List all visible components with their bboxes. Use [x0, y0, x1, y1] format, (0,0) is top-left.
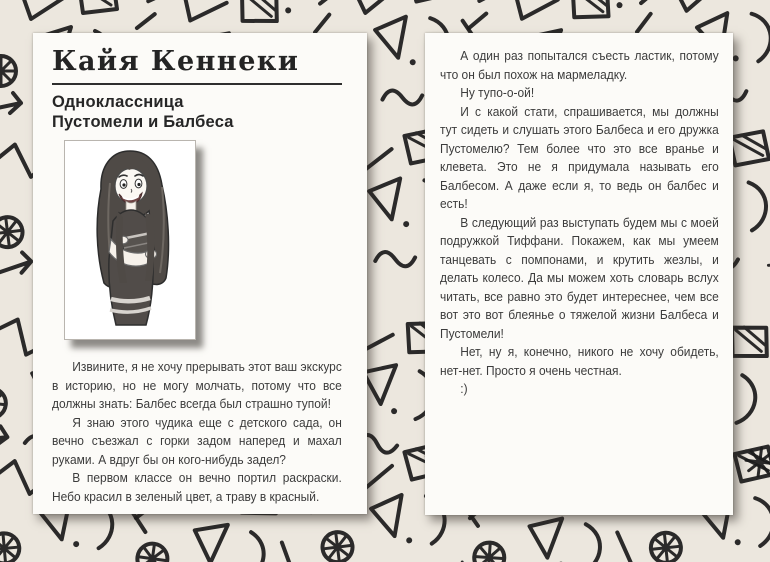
left-paragraph-3: В первом классе он вечно портил раскраски. Небо красил в зеленый цвет, а траву в красный.	[52, 470, 342, 504]
subtitle-line-1: Одноклассница	[52, 93, 184, 111]
left-paragraph-1: Извините, я не хочу прерывать этот ваш экскурс в историю, но не могу молчать, потому что все должны знать: Балбес всегда был страшно тупой!	[52, 359, 342, 411]
illustration-frame	[64, 140, 196, 340]
right-paragraph-1: А один раз попытался съесть ластик, потому что он был похож на мармеладку.	[440, 48, 719, 82]
left-body-text	[52, 358, 342, 506]
right-paragraph-2: Ну тупо-о-ой!	[460, 85, 535, 100]
right-body-text	[440, 47, 719, 399]
subtitle-line-2: Пустомели и Балбеса	[52, 112, 234, 131]
right-paragraph-4: В следующий раз выступать будем мы с моей подружкой Тиффани. Покажем, как мы умеем танцевать с помпонами, и крутить жезлы, и делать колесо. Да мы можем хоть словарь вслух читать, все равно это будет интереснее, чем все вот это вот блеянье о тяжелой жизни Балбеса и Пустомели!	[440, 214, 719, 341]
right-paragraph-3: И с какой стати, спрашивается, мы должны тут сидеть и слушать этого Балбеса и его дружка Пустомелю? Тем более что это все вранье и клевета. Это не я придумала называть его Балбесом. А даже если я, то ведь он балбес и есть!	[440, 103, 719, 211]
left-page	[33, 33, 367, 514]
girl-with-book-illustration	[65, 141, 195, 339]
page-title: Кайя Кеннеки	[52, 45, 342, 85]
smiley-paragraph: :)	[460, 381, 468, 396]
left-paragraph-2: Я знаю этого чудика еще с детского сада, он вечно съезжал с горки задом наперед и махал руками. А вдруг бы он кого-нибудь задел?	[52, 414, 342, 467]
right-page	[425, 33, 733, 515]
character-subtitle	[52, 93, 342, 132]
right-paragraph-5: Нет, ну я, конечно, никого не хочу обидеть, нет-нет. Просто я очень честная.	[440, 344, 719, 378]
